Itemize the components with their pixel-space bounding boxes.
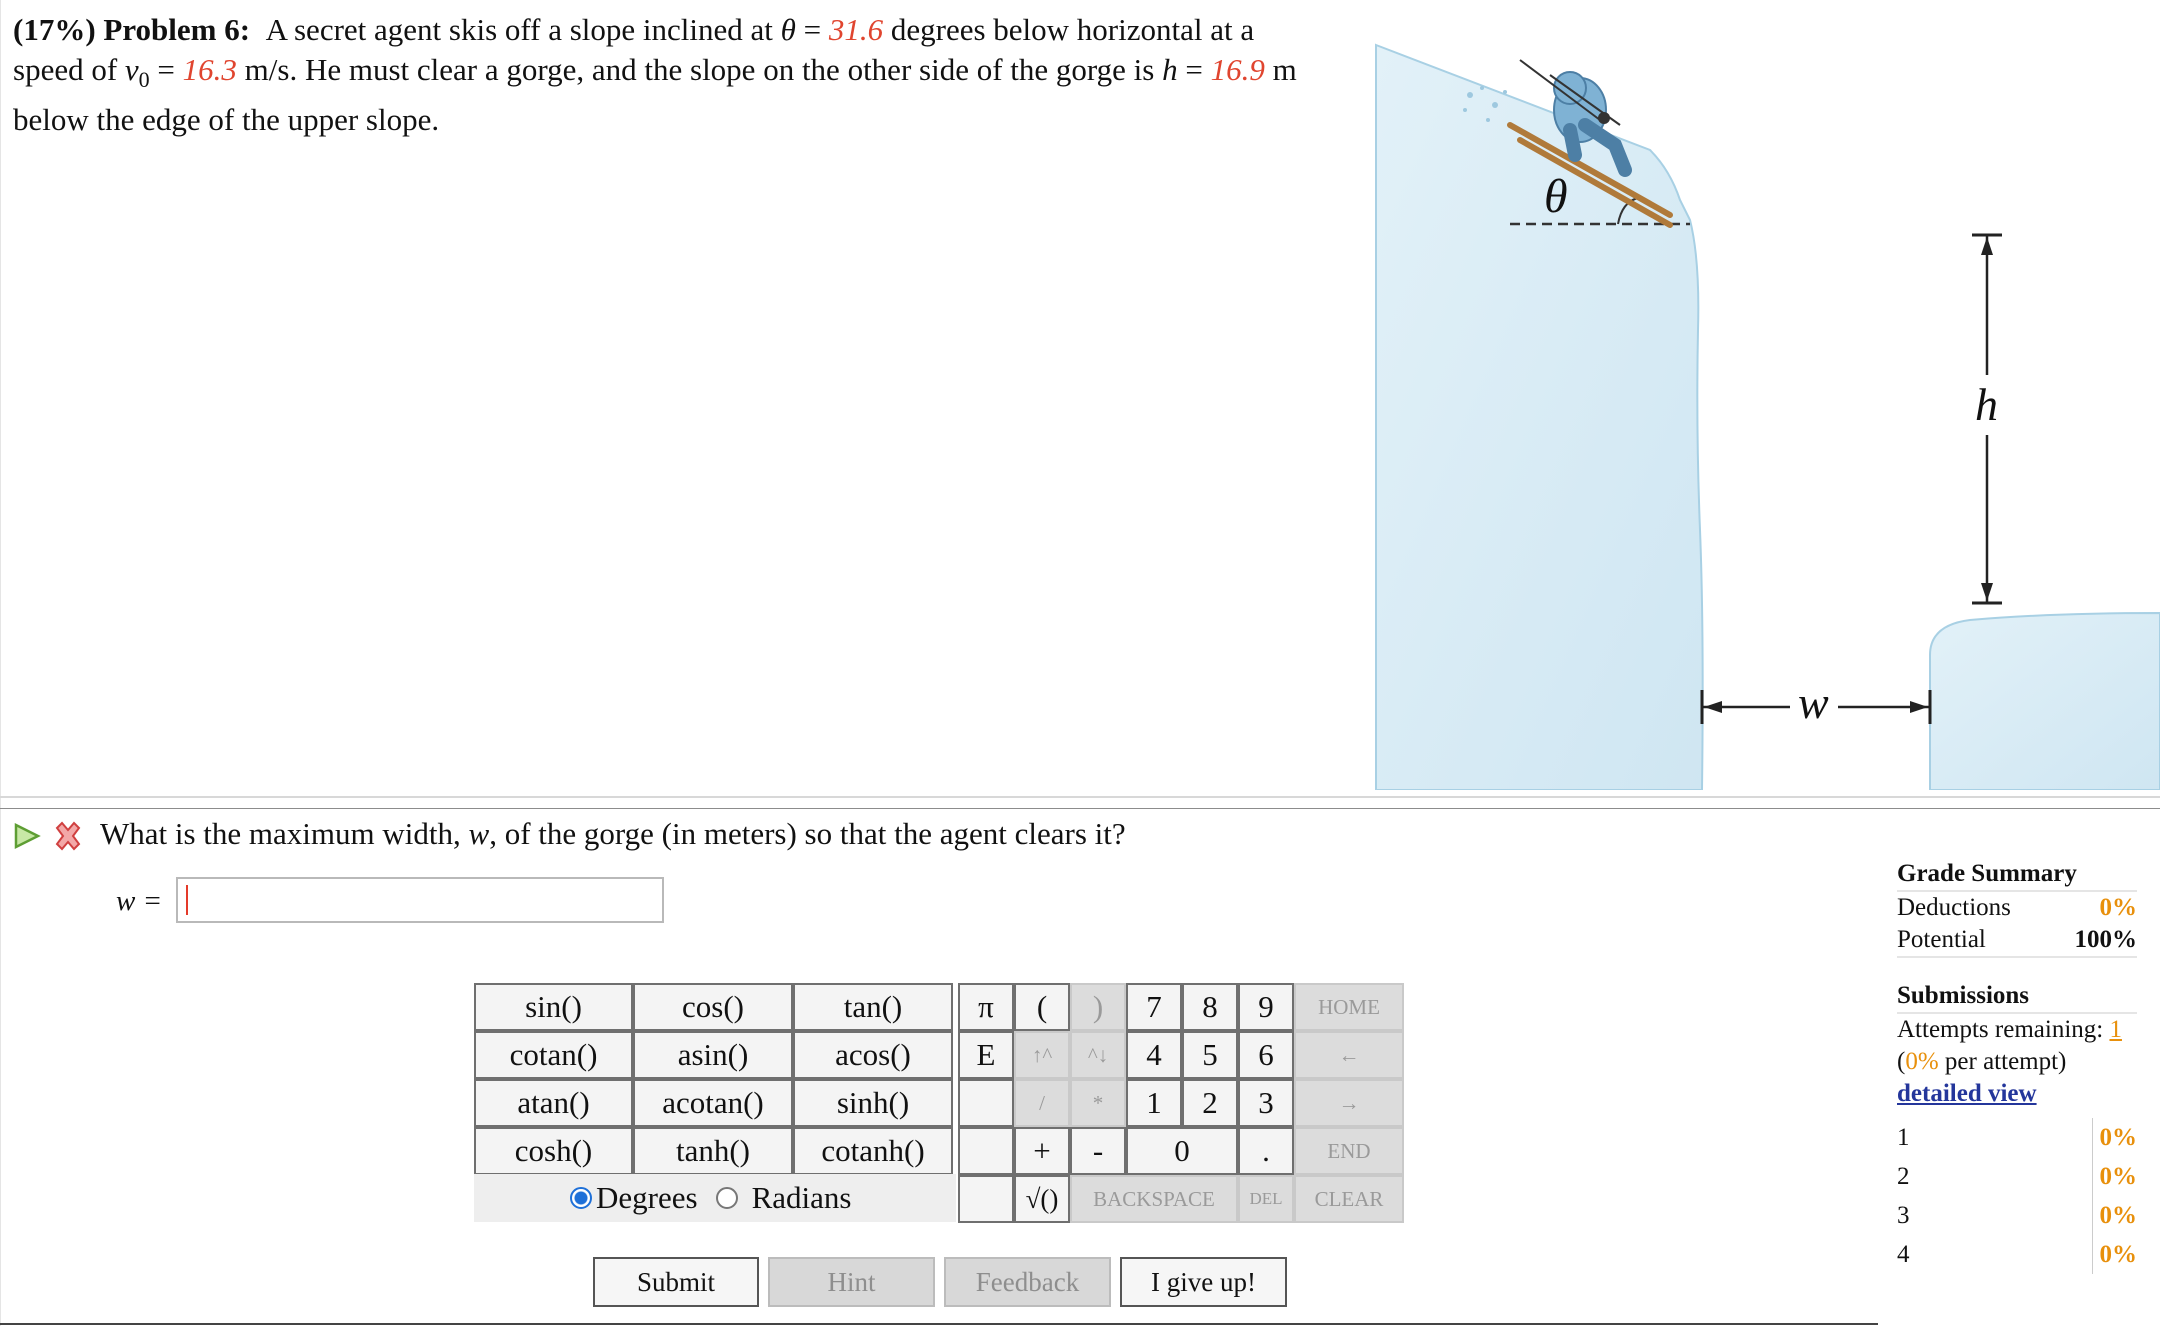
frame-border <box>0 0 1 1326</box>
key-open-paren[interactable]: ( <box>1014 983 1070 1031</box>
w-label: w <box>1798 677 1829 728</box>
key-divide[interactable]: / <box>1014 1079 1070 1127</box>
key-cotanh[interactable]: cotanh() <box>793 1127 953 1175</box>
attempt-row: 2 0% <box>1897 1157 2137 1196</box>
problem-title: Problem 6: <box>103 12 251 47</box>
attempt-row: 1 0% <box>1897 1118 2137 1157</box>
deductions-value: 0% <box>2099 894 2137 921</box>
key-home[interactable]: HOME <box>1294 983 1404 1031</box>
attempt-row: 3 0% <box>1897 1196 2137 1235</box>
key-multiply[interactable]: * <box>1070 1079 1126 1127</box>
v-subscript: 0 <box>138 67 150 93</box>
key-8[interactable]: 8 <box>1182 983 1238 1031</box>
key-cotan[interactable]: cotan() <box>474 1031 633 1079</box>
hint-button[interactable]: Hint <box>768 1257 935 1307</box>
answer-input[interactable] <box>176 877 664 923</box>
question-text: What is the maximum width, w, of the gorge (in meters) so that the agent clears it? <box>100 816 1126 851</box>
h-value: 16.9 <box>1210 52 1265 87</box>
key-3[interactable]: 3 <box>1238 1079 1294 1127</box>
key-9[interactable]: 9 <box>1238 983 1294 1031</box>
key-backspace[interactable]: BACKSPACE <box>1070 1175 1238 1223</box>
equals: = <box>803 12 822 47</box>
key-left-arrow[interactable]: ← <box>1294 1031 1404 1079</box>
equals: = <box>1185 52 1203 87</box>
key-4[interactable]: 4 <box>1126 1031 1182 1079</box>
problem-text-5: m <box>1272 52 1297 87</box>
feedback-button[interactable]: Feedback <box>944 1257 1111 1307</box>
key-0[interactable]: 0 <box>1126 1127 1238 1175</box>
key-acos[interactable]: acos() <box>793 1031 953 1079</box>
v-symbol: v <box>124 52 139 87</box>
theta-value: 31.6 <box>828 12 884 47</box>
key-tanh[interactable]: tanh() <box>633 1127 793 1175</box>
key-acotan[interactable]: acotan() <box>633 1079 793 1127</box>
h-label: h <box>1975 379 1998 430</box>
key-blank <box>958 1079 1014 1127</box>
bottom-border <box>0 1323 1878 1325</box>
angle-mode-selector <box>474 1174 956 1222</box>
key-minus[interactable]: - <box>1070 1127 1126 1175</box>
ski-gorge-figure <box>1370 30 2160 790</box>
equals: = <box>157 52 175 87</box>
key-power-up[interactable]: ↑^ <box>1014 1031 1070 1079</box>
key-blank <box>958 1175 1014 1223</box>
key-atan[interactable]: atan() <box>474 1079 633 1127</box>
problem-text-6: below the edge of the upper slope. <box>13 102 440 138</box>
theta-label: θ <box>1544 170 1568 223</box>
key-clear[interactable]: CLEAR <box>1294 1175 1404 1223</box>
per-attempt-value: 0% <box>1905 1048 1939 1075</box>
key-cos[interactable]: cos() <box>633 983 793 1031</box>
lower-slope <box>1930 613 2160 790</box>
key-close-paren[interactable]: ) <box>1070 983 1126 1031</box>
text-caret <box>186 885 188 915</box>
key-7[interactable]: 7 <box>1126 983 1182 1031</box>
problem-text-1: A secret agent skis off a slope inclined at <box>265 12 773 47</box>
key-sinh[interactable]: sinh() <box>793 1079 953 1127</box>
key-blank <box>958 1127 1014 1175</box>
radians-radio[interactable] <box>716 1187 738 1209</box>
key-power-down[interactable]: ^↓ <box>1070 1031 1126 1079</box>
key-sin[interactable]: sin() <box>474 983 633 1031</box>
key-plus[interactable]: + <box>1014 1127 1070 1175</box>
degrees-radio[interactable] <box>570 1187 592 1209</box>
deductions-label: Deductions <box>1897 894 2011 921</box>
attempt-row: 4 0% <box>1897 1235 2137 1274</box>
key-1[interactable]: 1 <box>1126 1079 1182 1127</box>
detailed-view-link[interactable]: detailed view <box>1897 1080 2037 1107</box>
key-end[interactable]: END <box>1294 1127 1404 1175</box>
upper-slope <box>1376 45 1703 790</box>
attempts-label: Attempts remaining: <box>1897 1016 2104 1043</box>
key-6[interactable]: 6 <box>1238 1031 1294 1079</box>
v-value: 16.3 <box>182 52 237 87</box>
problem-statement <box>13 10 1353 140</box>
submissions-title: Submissions <box>1897 980 2137 1014</box>
potential-label: Potential <box>1897 926 1986 953</box>
key-sqrt[interactable]: √() <box>1014 1175 1070 1223</box>
key-5[interactable]: 5 <box>1182 1031 1238 1079</box>
grade-summary: Grade Summary Deductions 0% Potential 100% Submissions Attempts remaining: 1 (0% per attempt) detailed view <box>1897 860 2137 1107</box>
attempts-value: 1 <box>2109 1016 2122 1043</box>
divider <box>0 808 2160 809</box>
problem-text-4: m/s. He must clear a gorge, and the slope on the other side of the gorge is <box>244 52 1155 87</box>
potential-value: 100% <box>2074 926 2137 953</box>
key-2[interactable]: 2 <box>1182 1079 1238 1127</box>
key-del[interactable]: DEL <box>1238 1175 1294 1223</box>
attempts-table <box>1897 1118 2137 1274</box>
key-asin[interactable]: asin() <box>633 1031 793 1079</box>
key-dot[interactable]: . <box>1238 1127 1294 1175</box>
degrees-label: Degrees <box>596 1180 698 1215</box>
answer-label: w = <box>116 885 163 917</box>
problem-text-2: degrees below horizontal at a <box>890 12 1255 47</box>
theta-symbol: θ <box>780 12 796 47</box>
submit-button[interactable]: Submit <box>593 1257 759 1307</box>
problem-text-3: speed of <box>13 52 118 87</box>
divider <box>0 796 2160 798</box>
key-pi[interactable]: π <box>958 983 1014 1031</box>
give-up-button[interactable]: I give up! <box>1120 1257 1287 1307</box>
key-right-arrow[interactable]: → <box>1294 1079 1404 1127</box>
key-tan[interactable]: tan() <box>793 983 953 1031</box>
expand-triangle-icon[interactable] <box>13 822 41 850</box>
per-attempt-label: per attempt) <box>1944 1048 2067 1075</box>
problem-weight: (17%) <box>13 12 96 47</box>
h-symbol: h <box>1162 52 1178 87</box>
radians-label: Radians <box>751 1180 852 1215</box>
key-cosh[interactable]: cosh() <box>474 1127 633 1175</box>
grade-summary-title: Grade Summary <box>1897 858 2137 892</box>
key-e[interactable]: E <box>958 1031 1014 1079</box>
incorrect-x-icon <box>51 819 85 853</box>
